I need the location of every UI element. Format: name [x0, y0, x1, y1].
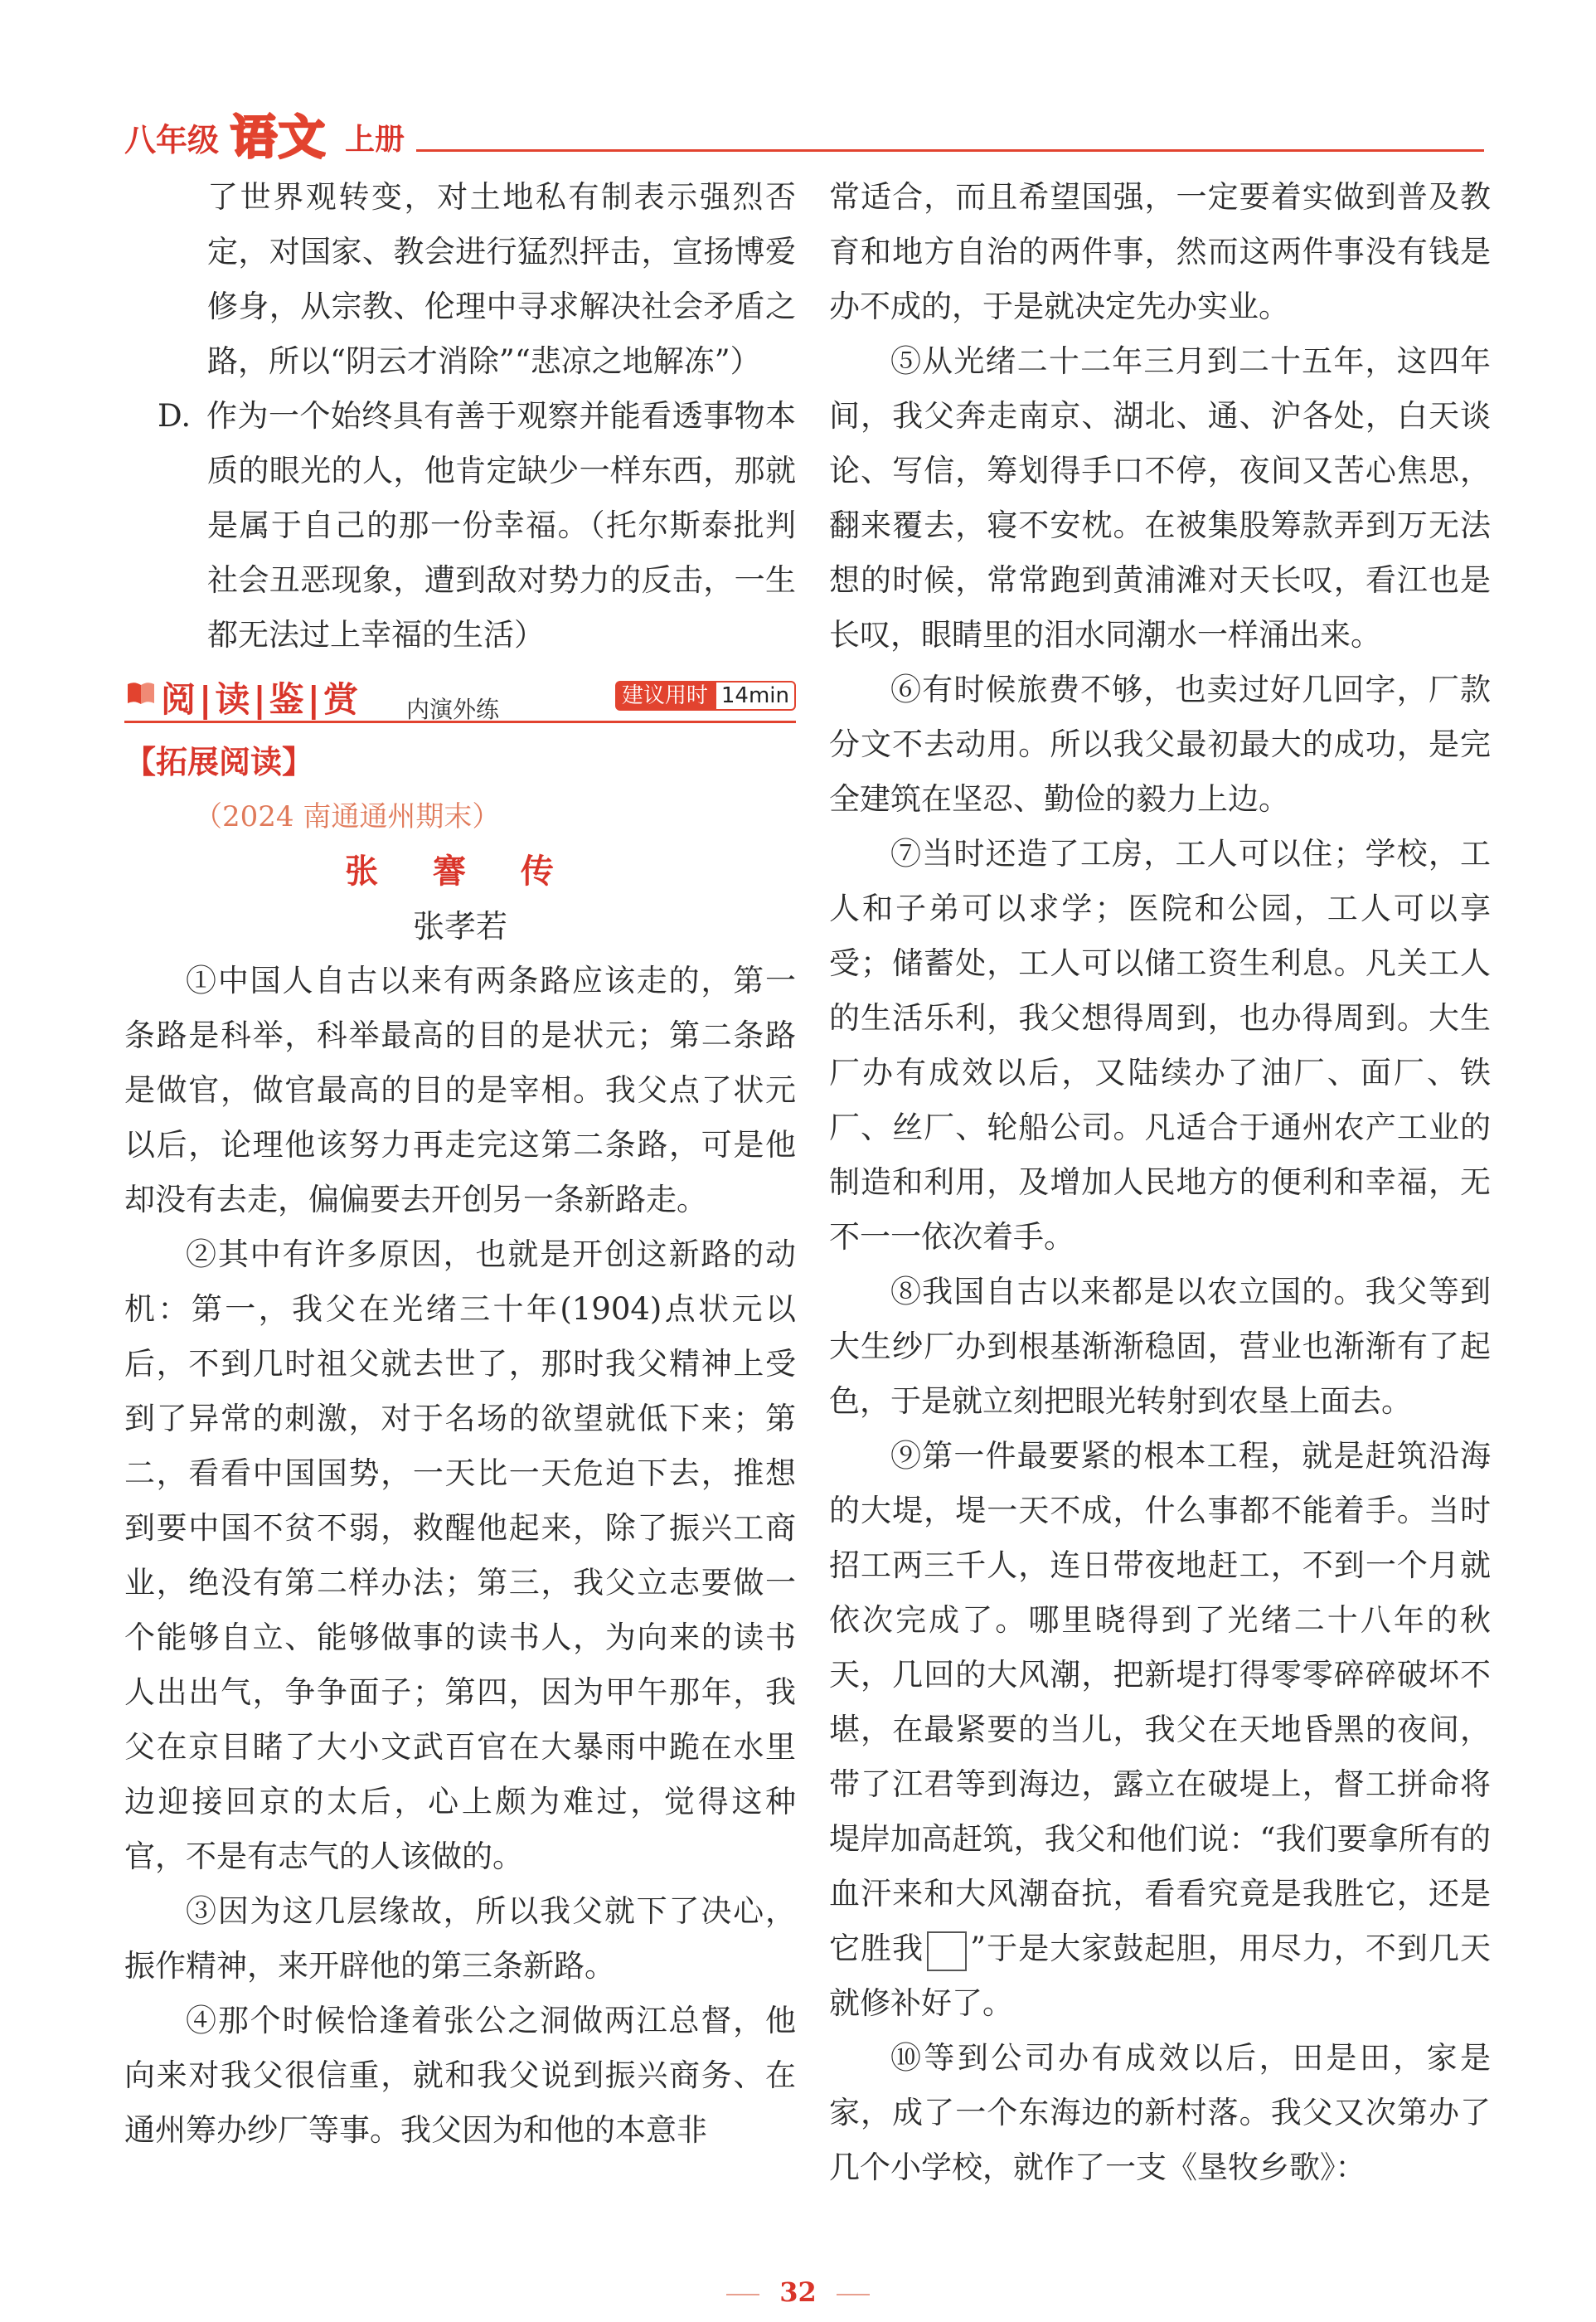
right-column — [829, 170, 1491, 2195]
paragraph-8: ⑧我国自古以来都是以农立国的。我父等到大生纱厂办到根基渐渐稳固，营业也渐渐有了起色，于是就立刻把眼光转射到农垦上面去。 — [829, 1274, 1491, 1419]
paragraph-4: ④那个时候恰逢着张公之洞做两江总督，他向来对我父很信重，就和我父说到振兴商务、在通州筹办纱厂等事。我父因为和他的本意非 — [124, 2003, 796, 2148]
paragraph-9 — [829, 1429, 1491, 2031]
header-rule — [416, 149, 1484, 152]
option-d-text: 作为一个始终具有善于观察并能看透事物本质的眼光的人，他肯定缺少一样东西，那就是属于自己的那一份幸福。（托尔斯泰批判社会丑恶现象，遭到敌对势力的反击，一生都无法过上幸福的生活） — [206, 398, 796, 653]
paragraph-4-continuation: 常适合，而且希望国强，一定要着实做到普及教育和地方自治的两件事，然而这两件事没有钱是办不成的，于是就决定先办实业。 — [829, 179, 1491, 324]
article-title: 张 謇 传 — [345, 853, 575, 891]
paragraph-7: ⑦当时还造了工房，工人可以住；学校，工人和子弟可以求学；医院和公园，工人可以享受；储蓄处，工人可以储工资生利息。凡关工人的生活乐利，我父想得周到，也办得周到。大生厂办有成效以后，又陆续办了油厂、面厂、铁厂、丝厂、轮船公司。凡适合于通州农产工业的制造和利用，及增加人民地方的便利和幸福，无不一一依次着手。 — [829, 836, 1491, 1255]
paragraph-2: ②其中有许多原因，也就是开创这新路的动机：第一，我父在光绪三十年(1904)点状元以后，不到几时祖父就去世了，那时我父精神上受到了异常的刺激，对于名场的欲望就低下来；第二，看看中国国势，一天比一天危迫下去，推想到要中国不贫不弱，救醒他起来，除了振兴工商业，绝没有第二样办法；第三，我父立志要做一个能够自立、能够做事的读书人，为向来的读书人出出气，争争面子；第四，因为甲午那年，我父在京目睹了大小文武百官在大暴雨中跪在水里边迎接回京的太后，心上颇为难过，觉得这种官，不是有志气的人该做的。 — [124, 1236, 796, 1874]
paragraph-9-part-a: ⑨第一件最要紧的根本工程，就是赶筑沿海的大堤，堤一天不成，什么事都不能着手。当时招工两三千人，连日带夜地赶工，不到一个月就依次完成了。哪里晓得到了光绪二十八年的秋天，几回的大风潮，把新堤打得零零碎碎破坏不堪，在最紧要的当儿，我父在天地昏黑的夜间，带了江君等到海边，露立在破堤上，督工拼命将堤岸加高赶筑，我父和他们说：“我们要拿所有的血汗来和大风潮奋抗，看看究竟是我胜它，还是它胜我 — [829, 1438, 1491, 1966]
paragraph-1: ①中国人自古以来有两条路应该走的，第一条路是科举，科举最高的目的是状元；第二条路是做官，做官最高的目的是宰相。我父点了状元以后，论理他该努力再走完这第二条路，可是他却没有去走，偏偏要去开创另一条新路走。 — [124, 963, 796, 1217]
footer-dash-right — [837, 2294, 870, 2295]
section-title: 阅|读|鉴|赏 — [161, 679, 362, 720]
page-header — [124, 108, 1484, 165]
exam-source: （2024 南通通州期末） — [194, 800, 501, 833]
answer-blank-box[interactable] — [927, 1931, 967, 1971]
left-column — [124, 170, 796, 2158]
reading-section-bar — [124, 669, 796, 723]
page-number: 32 — [779, 2276, 817, 2308]
option-d — [124, 389, 796, 663]
open-book-icon — [126, 681, 156, 706]
paragraph-10: ⑩等到公司办有成效以后，田是田，家是家，成了一个东海边的新村落。我父又次第办了几个小学校，就作了一支《垦牧乡歌》： — [829, 2040, 1491, 2185]
header-subject: 语文 — [230, 111, 327, 165]
header-grade: 八年级 — [124, 122, 220, 158]
article-author: 张孝若 — [412, 908, 507, 945]
extended-reading-label: 【拓展阅读】 — [124, 744, 314, 780]
paragraph-5: ⑤从光绪二十二年三月到二十五年，这四年间，我父奔走南京、湖北、通、沪各处，白天谈论、写信，筹划得手口不停，夜间又苦心焦思，翻来覆去，寝不安枕。在被集股筹款弄到万无法想的时候，常常跑到黄浦滩对天长叹，看江也是长叹，眼睛里的泪水同潮水一样涌出来。 — [829, 343, 1491, 653]
header-volume: 上册 — [345, 123, 405, 157]
time-label: 建议用时 — [615, 681, 715, 711]
paragraph-6: ⑥有时候旅费不够，也卖过好几回字，厂款分文不去动用。所以我父最初最大的成功，是完全建筑在坚忍、勤俭的毅力上边。 — [829, 672, 1491, 817]
suggested-time — [615, 681, 796, 711]
footer-dash-left — [726, 2294, 759, 2295]
option-d-label: D. — [158, 398, 192, 434]
page-footer — [0, 2276, 1596, 2308]
option-c-continuation: 了世界观转变，对土地私有制表示强烈否定，对国家、教会进行猛烈抨击，宣扬博爱修身，从宗教、伦理中寻求解决社会矛盾之路，所以“阴云才消除”“悲凉之地解冻”） — [207, 179, 796, 379]
paragraph-3: ③因为这几层缘故，所以我父就下了决心，振作精神，来开辟他的第三条新路。 — [124, 1893, 796, 1984]
time-value: 14min — [715, 681, 796, 711]
section-subtitle: 内演外练 — [406, 696, 500, 723]
paragraph-9-part-b: ”于是大家鼓起胆，用尽力，不到几天就修补好了。 — [829, 1931, 1491, 2021]
